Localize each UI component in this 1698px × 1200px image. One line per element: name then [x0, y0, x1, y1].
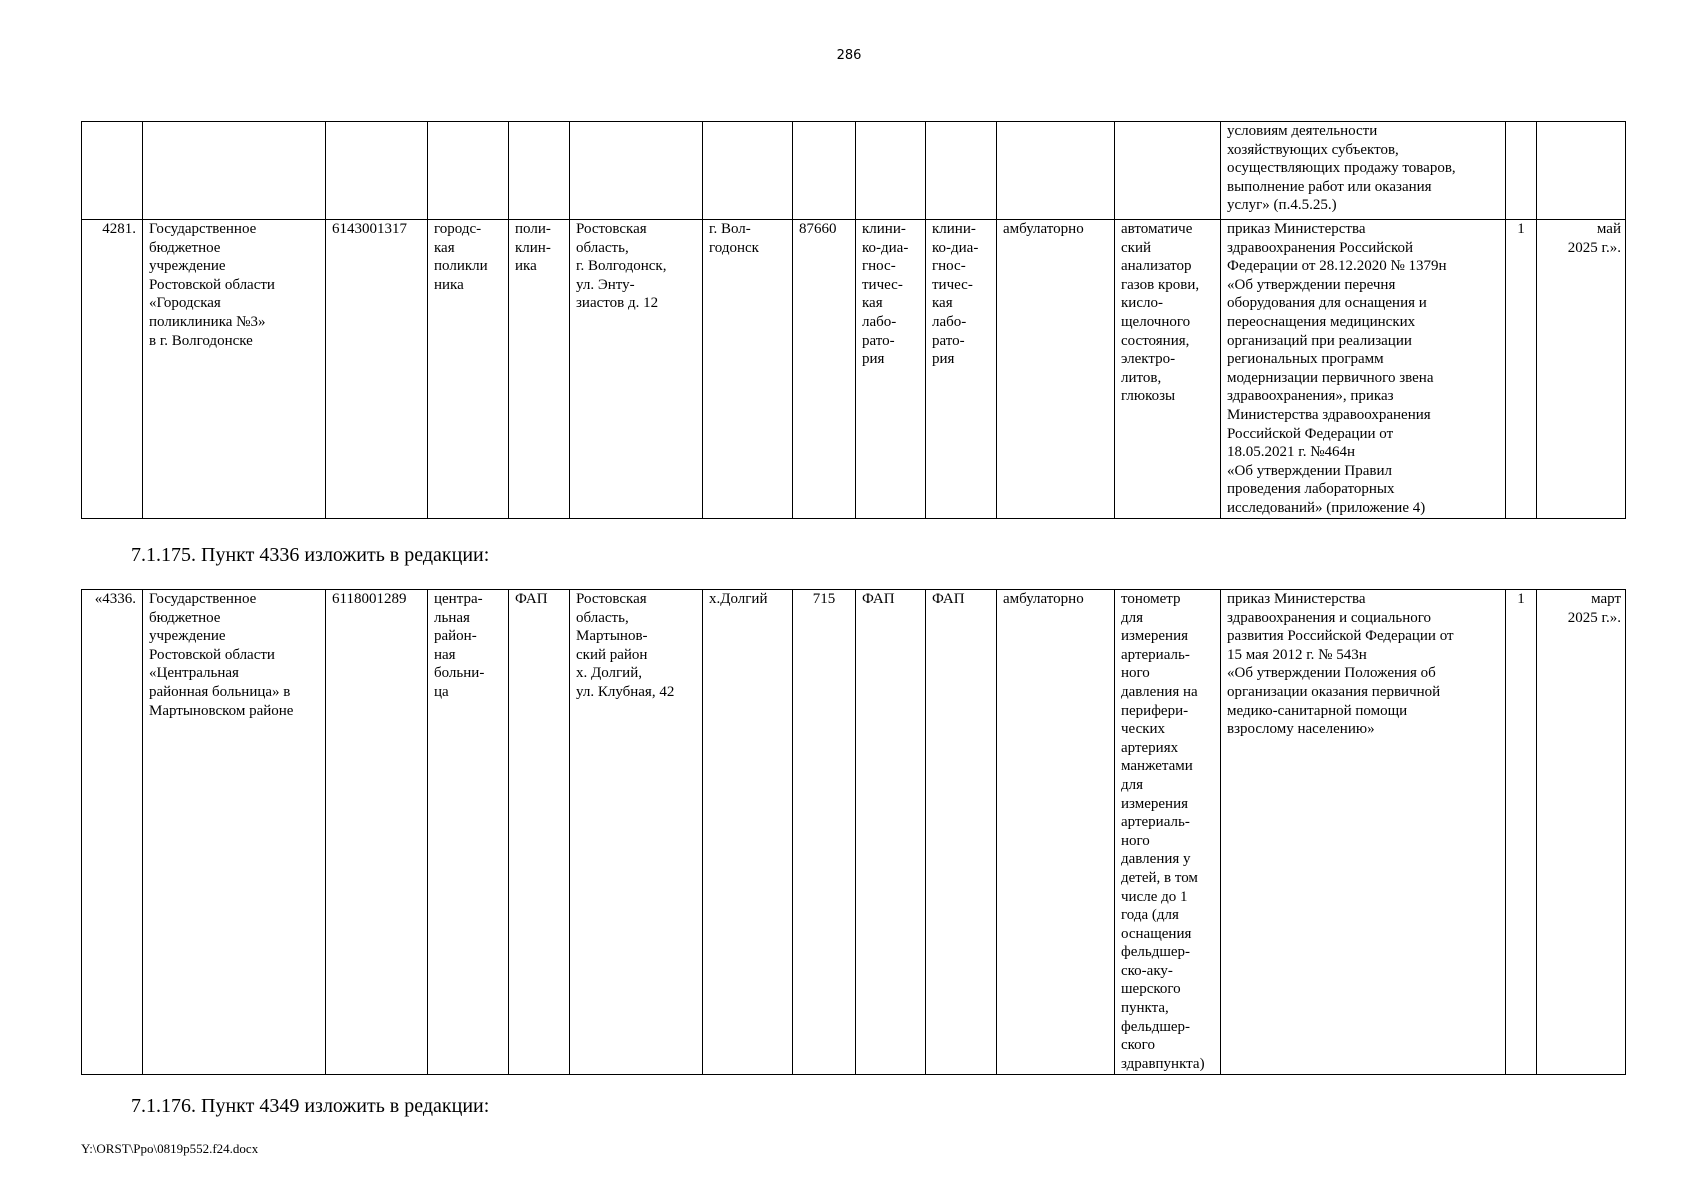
cell-locality: х.Долгий — [703, 590, 793, 1075]
cell-inn: 6118001289 — [326, 590, 428, 1075]
cell-unit-2: клини- ко-диа- гнос- тичес- кая лабо- рато- рия — [926, 220, 997, 519]
cell-population: 87660 — [793, 220, 856, 519]
cell-basis: условиям деятельности хозяйствующих субъектов, осуществляющих продажу товаров, выполнение работ или оказания услуг» (п.4.5.25.) — [1221, 122, 1506, 220]
cell-quantity: 1 — [1506, 220, 1537, 519]
cell-quantity: 1 — [1506, 590, 1537, 1075]
cell-population: 715 — [793, 590, 856, 1075]
cell-locality: г. Вол- годонск — [703, 220, 793, 519]
cell-address: Ростовская область, г. Волгодонск, ул. Энту- зиастов д. 12 — [570, 220, 703, 519]
cell-type: городс- кая поликли ника — [428, 220, 509, 519]
cell-number: 4281. — [82, 220, 143, 519]
cell-date: май 2025 г.». — [1537, 220, 1626, 519]
cell-equipment: автоматиче ский анализатор газов крови, кисло- щелочного состояния, электро- литов, глюкозы — [1115, 220, 1221, 519]
page-number: 286 — [836, 48, 862, 63]
cell-unit: клини- ко-диа- гнос- тичес- кая лабо- рато- рия — [856, 220, 926, 519]
cell-basis: приказ Министерства здравоохранения Российской Федерации от 28.12.2020 № 1379н «Об утверждении перечня оборудования для оснащения и переоснащения медицинских организаций при реализации региональных программ модернизации первичного звена здравоохранения», приказ Министерства здравоохранения Российской Федерации от 18.05.2021 г. №464н «Об утверждении Правил проведения лабораторных исследований» (приложение 4) — [1221, 220, 1506, 519]
cell-equipment: тонометр для измерения артериаль- ного давления на перифери- ческих артериях манжетами для измерения артериаль- ного давления у детей, в том числе до 1 года (для оснащения фельдшер- ско-аку- шерского пункта, фельдшер- ского здравпункта) — [1115, 590, 1221, 1075]
cell-organization: Государственное бюджетное учреждение Ростовской области «Центральная районная больница» в Мартыновском районе — [143, 590, 326, 1075]
footer-file-path: Y:\ORST\Ppo\0819p552.f24.docx — [81, 1141, 259, 1156]
cell-type: центра- льная район- ная больни- ца — [428, 590, 509, 1075]
paragraph-7-1-175: 7.1.175. Пункт 4336 изложить в редакции: — [131, 544, 490, 566]
cell-subdivision: ФАП — [509, 590, 570, 1075]
cell-number: «4336. — [82, 590, 143, 1075]
cell-date: март 2025 г.». — [1537, 590, 1626, 1075]
cell-unit: ФАП — [856, 590, 926, 1075]
cell-care-form: амбулаторно — [997, 220, 1115, 519]
table-bottom — [81, 589, 1626, 1075]
table-row-continued — [82, 122, 1626, 220]
cell-basis: приказ Министерства здравоохранения и социального развития Российской Федерации от 15 мая 2012 г. № 543н «Об утверждении Положения об организации оказания первичной медико-санитарной помощи взрослому населению» — [1221, 590, 1506, 1075]
table-row-4336 — [82, 590, 1626, 1075]
cell-subdivision: поли- клин- ика — [509, 220, 570, 519]
cell-inn: 6143001317 — [326, 220, 428, 519]
cell-care-form: амбулаторно — [997, 590, 1115, 1075]
table-top — [81, 121, 1626, 519]
table-row-4281 — [82, 220, 1626, 519]
paragraph-7-1-176: 7.1.176. Пункт 4349 изложить в редакции: — [131, 1095, 490, 1117]
cell-organization: Государственное бюджетное учреждение Ростовской области «Городская поликлиника №3» в г. Волгодонске — [143, 220, 326, 519]
cell-unit-2: ФАП — [926, 590, 997, 1075]
cell-address: Ростовская область, Мартынов- ский район х. Долгий, ул. Клубная, 42 — [570, 590, 703, 1075]
